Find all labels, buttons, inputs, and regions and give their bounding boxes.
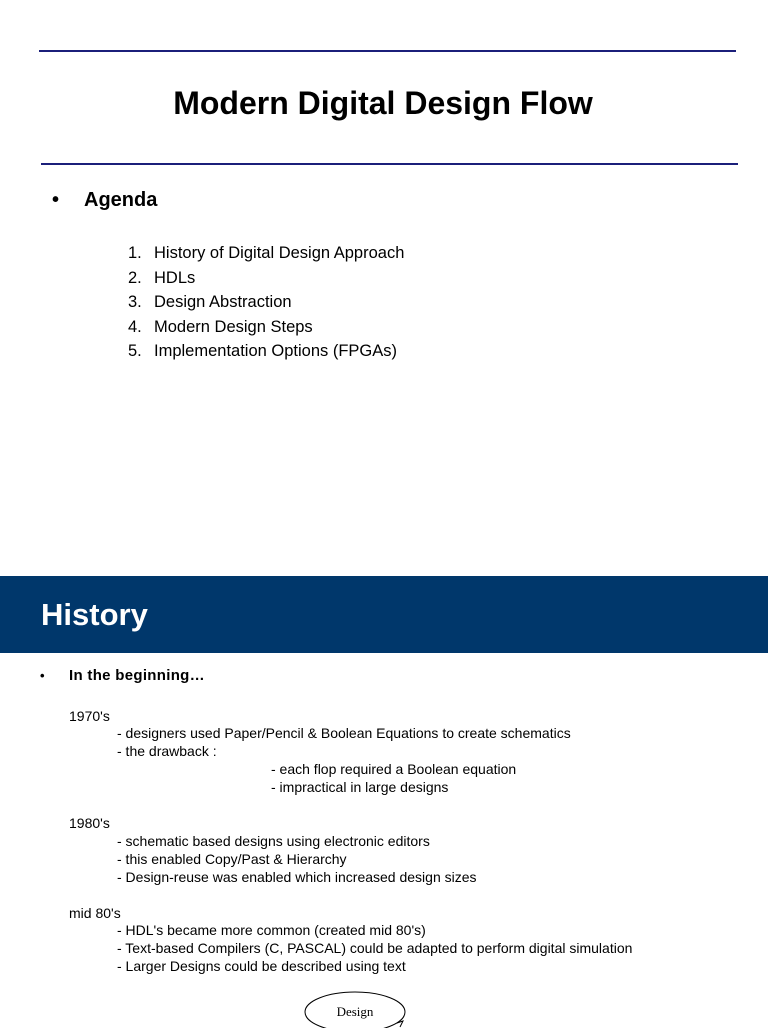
design-label: Design: [336, 1004, 374, 1019]
era-subline: - each flop required a Boolean equation: [271, 761, 517, 777]
list-item-number: 2.: [128, 268, 142, 287]
bottom-rule: [41, 163, 738, 165]
slide-title: Modern Digital Design Flow: [173, 85, 593, 121]
list-item-text: Modern Design Steps: [154, 317, 313, 336]
era-line: - the drawback :: [117, 743, 217, 759]
list-item-number: 5.: [128, 342, 142, 361]
era-subline: - impractical in large designs: [271, 779, 449, 795]
bullet-icon: •: [52, 189, 60, 211]
era-line: - Text-based Compilers (C, PASCAL) could be adapted to perform digital simulation: [117, 940, 633, 956]
list-item-text: Design Abstraction: [154, 293, 292, 312]
era-line: - this enabled Copy/Past & Hierarchy: [117, 851, 347, 867]
header-bar: [0, 576, 768, 653]
list-item-text: HDLs: [154, 268, 196, 287]
list-item-text: History of Digital Design Approach: [154, 244, 405, 262]
top-rule: [39, 50, 736, 52]
era-1970s-label: 1970's: [69, 708, 110, 724]
era-mid80s-label: mid 80's: [69, 905, 121, 921]
era-line: - designers used Paper/Pencil & Boolean Equations to create schematics: [117, 725, 571, 741]
era-line: - Design-reuse was enabled which increased design sizes: [117, 869, 477, 885]
list-item-number: 3.: [128, 293, 142, 312]
era-1980s-label: 1980's: [69, 815, 110, 831]
intro-heading: In the beginning…: [69, 667, 205, 684]
list-item-text: Implementation Options (FPGAs): [154, 342, 398, 361]
era-line: - schematic based designs using electronic editors: [117, 833, 430, 849]
era-line: - Larger Designs could be described using text: [117, 958, 406, 974]
list-item-number: 4.: [128, 317, 142, 336]
slide-history: [0, 576, 768, 1024]
agenda-heading: Agenda: [84, 189, 158, 211]
list-item-number: 1.: [128, 244, 142, 262]
era-line: - HDL's became more common (created mid 80's): [117, 922, 426, 938]
slide-title: History: [41, 597, 148, 632]
bullet-icon: •: [40, 668, 45, 683]
